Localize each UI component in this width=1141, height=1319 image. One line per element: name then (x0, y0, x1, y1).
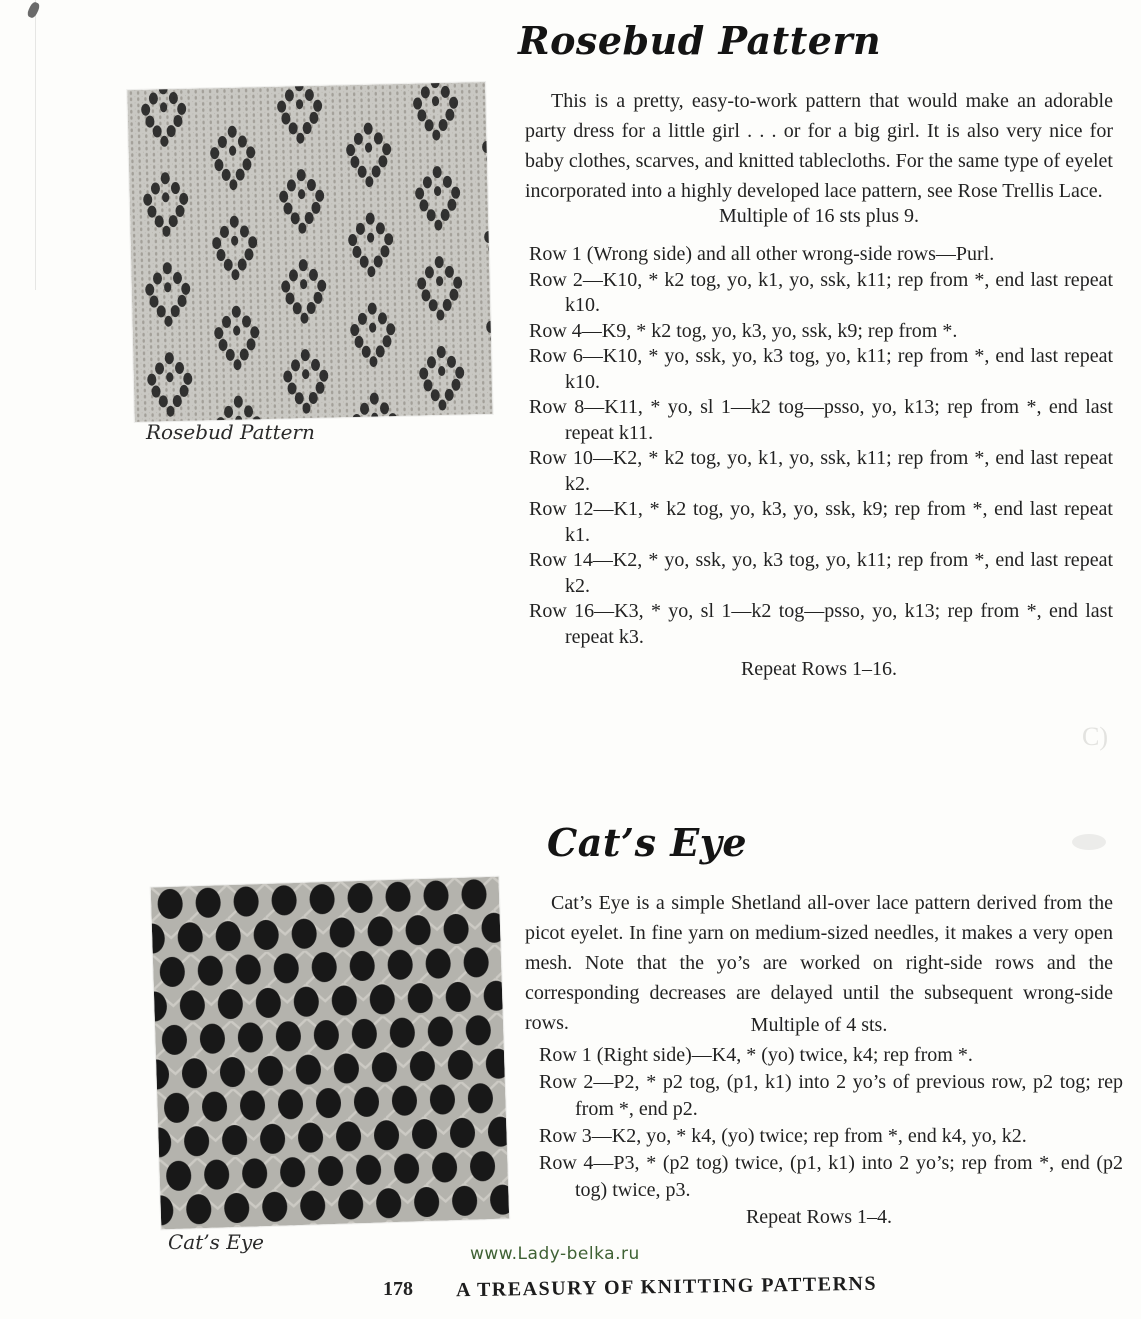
rosebud-row-instructions (529, 242, 1113, 650)
row-instruction: Row 10—K2, * k2 tog, yo, k1, yo, ssk, k11; rep from *, end last repeat k2. (529, 447, 1113, 495)
row-instruction: Row 2—K10, * k2 tog, yo, k1, yo, ssk, k11; rep from *, end last repeat k10. (529, 268, 1113, 316)
watermark-url: www.Lady-belka.ru (470, 1244, 640, 1264)
rosebud-photo-caption: Rosebud Pattern (146, 420, 315, 444)
row-instruction: Row 1 (Wrong side) and all other wrong-side rows—Purl. (529, 243, 995, 265)
rosebud-section-title: Rosebud Pattern (518, 18, 882, 63)
page-number: 178 (383, 1278, 413, 1300)
bleedthrough-ghost-mark: C) (1082, 722, 1108, 751)
cats-eye-mesh-texture (151, 877, 510, 1230)
bleedthrough-smudge (1072, 834, 1106, 850)
rosebud-knit-texture (127, 82, 492, 422)
row-instruction: Row 16—K3, * yo, sl 1—k2 tog—psso, yo, k13; rep from *, end last repeat k3. (529, 600, 1113, 648)
book-running-title: A TREASURY OF KNITTING PATTERNS (455, 1272, 878, 1302)
row-instruction: Row 4—K9, * k2 tog, yo, k3, yo, ssk, k9; rep from *. (529, 319, 958, 342)
row-instruction: Row 2—P2, * p2 tog, (p1, k1) into 2 yo’s of previous row, p2 tog; rep from *, end p2. (539, 1071, 1123, 1120)
row-instruction: Row 4—P3, * (p2 tog) twice, (p1, k1) into 2 yo’s; rep from *, end (p2 tog) twice, p3. (539, 1152, 1123, 1201)
cats-eye-swatch-photo (151, 877, 510, 1235)
rosebud-swatch-photo (127, 82, 493, 427)
row-instruction: Row 3—K2, yo, * k4, (yo) twice; rep from *, end k4, yo, k2. (539, 1125, 1027, 1147)
rosebud-intro-paragraph: This is a pretty, easy-to-work pattern that would make an adorable party dress for a little girl . . . or for a big girl. It is also very nice for baby clothes, scarves, and knitted tablecloths. For the same type of eyelet incorporated into a highly developed lace pattern, see Rose Trellis Lace. (525, 90, 1113, 202)
row-instruction: Row 12—K1, * k2 tog, yo, k3, yo, ssk, k9; rep from *, end last repeat k1. (529, 498, 1113, 546)
rosebud-repeat-note: Repeat Rows 1–16. (740, 658, 898, 680)
cats-eye-row-instructions (539, 1042, 1123, 1204)
rosebud-multiple-note: Multiple of 16 sts plus 9. (718, 205, 919, 227)
cats-eye-repeat-note: Repeat Rows 1–4. (745, 1206, 893, 1228)
cats-eye-section-title: Cat’s Eye (547, 820, 747, 865)
row-instruction: Row 6—K10, * yo, ssk, yo, k3 tog, yo, k11; rep from *, end last repeat k10. (529, 345, 1113, 393)
row-instruction: Row 1 (Right side)—K4, * (yo) twice, k4; rep from *. (539, 1044, 973, 1066)
scan-corner-mark (26, 1, 41, 19)
row-instruction: Row 14—K2, * yo, ssk, yo, k3 tog, yo, k11; rep from *, end last repeat k2. (529, 549, 1113, 597)
cats-eye-intro-paragraph: Cat’s Eye is a simple Shetland all-over lace pattern derived from the picot eyelet. In fine yarn on medium-sized needles, it makes a very open mesh. Note that the yo’s are worked on right-side rows and the corresponding decreases are delayed until the subsequent wrong-side rows. (525, 892, 1113, 1034)
row-instruction: Row 8—K11, * yo, sl 1—k2 tog—psso, yo, k13; rep from *, end last repeat k11. (529, 396, 1113, 444)
cats-eye-photo-caption: Cat’s Eye (168, 1230, 264, 1254)
scan-edge-line (35, 0, 36, 290)
cats-eye-multiple-note: Multiple of 4 sts. (750, 1014, 888, 1036)
